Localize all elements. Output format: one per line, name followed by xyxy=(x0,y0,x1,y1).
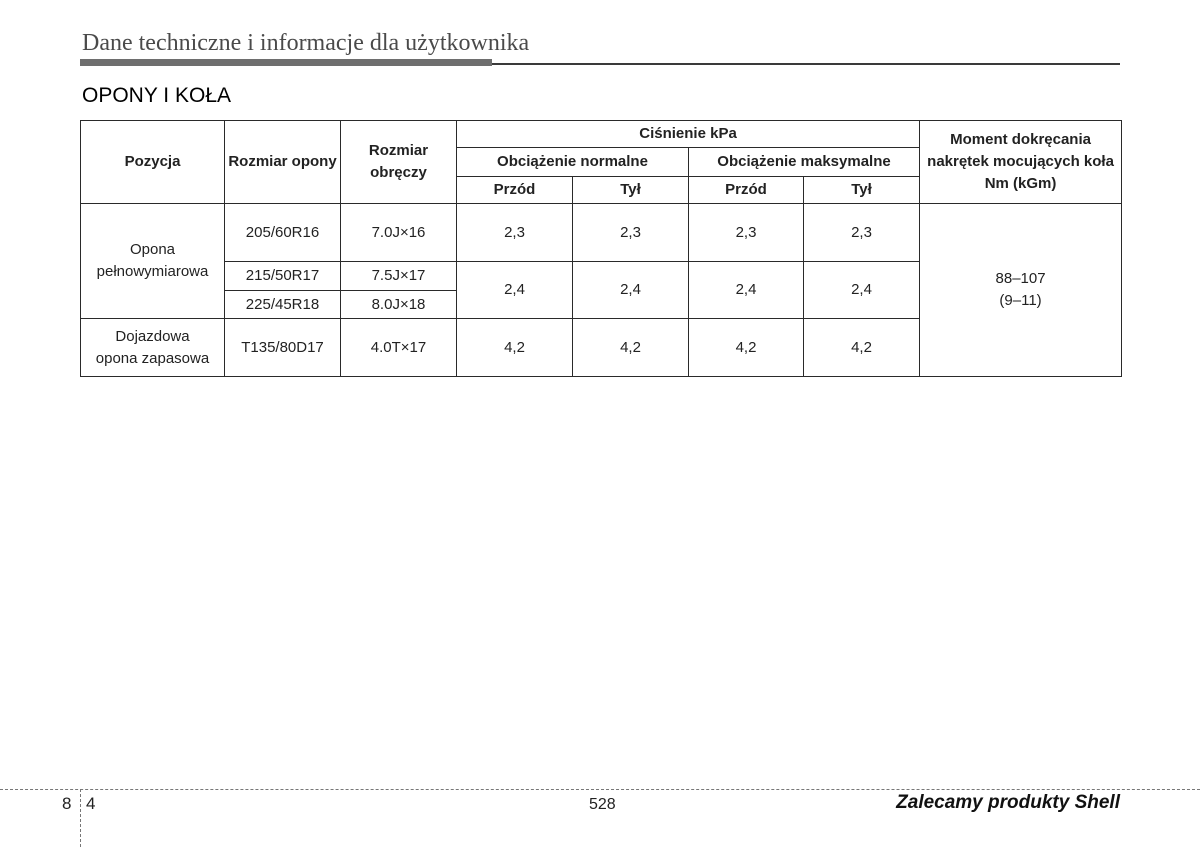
header-normal-rear: Tył xyxy=(573,177,689,204)
header-normal-front: Przód xyxy=(457,177,573,204)
tire-spec-table xyxy=(80,120,1122,377)
header-torque-line2: nakrętek mocujących koła xyxy=(927,153,1114,170)
header-rule-thin xyxy=(492,63,1120,65)
page-header-title: Dane techniczne i informacje dla użytkownika xyxy=(82,30,530,56)
tire-size-cell: 215/50R17 xyxy=(225,262,341,291)
group-spare-line2: opona zapasowa xyxy=(95,349,210,367)
header-rim-size xyxy=(341,121,457,204)
tire-size-cell: 205/60R16 xyxy=(225,204,341,262)
section-title: OPONY I KOŁA xyxy=(82,84,231,107)
header-torque-line1: Moment dokręcania xyxy=(950,131,1091,148)
footer-chapter-number: 8 xyxy=(62,794,72,813)
header-position: Pozycja xyxy=(81,121,225,204)
group-full-size-line2: pełnowymiarowa xyxy=(96,263,209,280)
header-normal-load: Obciążenie normalne xyxy=(457,148,689,177)
pressure-normal-front-cell: 4,2 xyxy=(457,319,573,377)
header-rule-thick xyxy=(80,59,492,66)
header-max-load: Obciążenie maksymalne xyxy=(689,148,920,177)
pressure-max-front-cell: 2,3 xyxy=(689,204,804,262)
header-rim-size-line1: Rozmiar xyxy=(368,142,429,159)
header-row xyxy=(81,121,1122,148)
header-max-front: Przód xyxy=(689,177,804,204)
pressure-normal-front-cell: 2,4 xyxy=(457,262,573,319)
footer-divider xyxy=(0,789,1200,790)
footer-page-number: 528 xyxy=(589,796,616,813)
header-tire-size: Rozmiar opony xyxy=(225,121,341,204)
rim-size-cell: 8.0J×18 xyxy=(341,291,457,319)
header-rim-size-line2: obręczy xyxy=(370,164,427,181)
header-torque xyxy=(920,121,1122,204)
rim-size-cell: 7.5J×17 xyxy=(341,262,457,291)
pressure-max-rear-cell: 4,2 xyxy=(804,319,920,377)
header-torque-line3: Nm (kGm) xyxy=(984,175,1057,192)
torque-value-kgm: (9–11) xyxy=(999,292,1042,309)
pressure-normal-front-cell: 2,3 xyxy=(457,204,573,262)
pressure-max-rear-cell: 2,3 xyxy=(804,204,920,262)
header-max-rear: Tył xyxy=(804,177,920,204)
tire-size-cell: T135/80D17 xyxy=(225,319,341,377)
group-full-size xyxy=(81,204,225,319)
group-full-size-line1: Opona xyxy=(129,241,176,258)
footer-slogan: Zalecamy produkty Shell xyxy=(896,792,1120,813)
footer-subpage-number: 4 xyxy=(86,794,96,813)
rim-size-cell: 7.0J×16 xyxy=(341,204,457,262)
torque-cell xyxy=(920,204,1122,377)
footer-page-divider xyxy=(80,789,81,847)
group-spare xyxy=(81,319,225,377)
pressure-max-front-cell: 2,4 xyxy=(689,262,804,319)
pressure-max-front-cell: 4,2 xyxy=(689,319,804,377)
pressure-normal-rear-cell: 2,3 xyxy=(573,204,689,262)
rim-size-cell: 4.0T×17 xyxy=(341,319,457,377)
pressure-normal-rear-cell: 2,4 xyxy=(573,262,689,319)
pressure-max-rear-cell: 2,4 xyxy=(804,262,920,319)
header-pressure: Ciśnienie kPa xyxy=(457,121,920,148)
table-row xyxy=(81,204,1122,262)
pressure-normal-rear-cell: 4,2 xyxy=(573,319,689,377)
torque-value: 88–107 xyxy=(995,270,1046,287)
group-spare-line1: Dojazdowa xyxy=(115,327,190,345)
tire-size-cell: 225/45R18 xyxy=(225,291,341,319)
